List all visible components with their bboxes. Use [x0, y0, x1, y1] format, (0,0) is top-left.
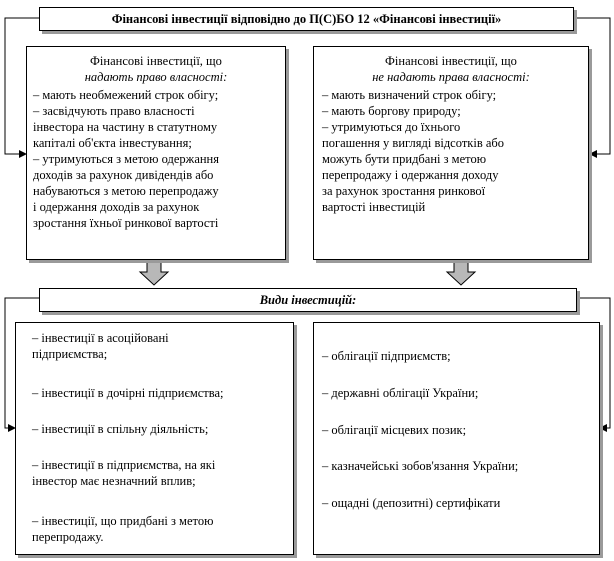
ownership-lines	[33, 87, 219, 231]
equity-item	[32, 421, 208, 437]
non-ownership-subheading: не надають права власності:	[372, 70, 530, 84]
non-ownership-line: вартості інвестицій	[322, 200, 426, 214]
ownership-line: капіталі об'єкта інвестування;	[33, 136, 192, 150]
non-ownership-line: – мають визначений строк обігу;	[322, 88, 497, 102]
equity-item	[32, 385, 224, 401]
non-ownership-line: погашення у вигляді відсотків або	[322, 136, 505, 150]
equity-item-line: підприємства;	[32, 347, 108, 361]
title-text: Фінансові інвестиції відповідно до П(С)БО 12 «Фінансові інвестиції»	[111, 12, 502, 26]
equity-item-line: – інвестиції, що придбані з метою	[32, 514, 214, 528]
equity-item-line: – інвестиції в асоційовані	[32, 331, 169, 345]
ownership-line: – утримуються з метою одержання	[33, 152, 219, 166]
non-ownership-line: можуть бути придбані з метою	[322, 152, 487, 166]
non-ownership-line: – мають боргову природу;	[322, 104, 461, 118]
non-ownership-heading: Фінансові інвестиції, що	[385, 54, 517, 68]
debt-types-box	[313, 322, 600, 555]
non-ownership-line: перепродажу і одержання доходу	[322, 168, 499, 182]
equity-item	[32, 513, 213, 545]
types-title-text: Види інвестицій:	[259, 293, 357, 307]
debt-item: – державні облігації України;	[322, 386, 479, 400]
non-ownership-box	[313, 46, 589, 260]
ownership-line: – засвідчують право власності	[33, 104, 195, 118]
ownership-box	[26, 46, 286, 260]
debt-item: – облігації місцевих позик;	[322, 423, 467, 437]
ownership-heading: Фінансові інвестиції, що	[90, 54, 222, 68]
equity-item-line: інвестор має незначний вплив;	[32, 474, 196, 488]
equity-item-line: перепродажу.	[32, 530, 104, 544]
debt-item: – ощадні (депозитні) сертифікати	[322, 496, 501, 510]
non-ownership-line: за рахунок зростання ринкової	[322, 184, 486, 198]
block-arrow-right	[447, 262, 475, 285]
non-ownership-lines	[322, 87, 504, 215]
equity-item	[32, 457, 215, 489]
ownership-line: набуваються з метою перепродажу	[33, 184, 219, 198]
ownership-line: і одержання доходів за рахунок	[33, 200, 200, 214]
ownership-line: інвестора на частину в статутному	[33, 120, 218, 134]
ownership-line: – мають необмежений строк обігу;	[33, 88, 219, 102]
types-title-box	[39, 288, 577, 312]
debt-item: – облігації підприємств;	[322, 349, 451, 363]
ownership-line: доходів за рахунок дивідендів або	[33, 168, 214, 182]
equity-item	[32, 330, 169, 362]
equity-types-box	[15, 322, 294, 555]
debt-item: – казначейські зобов'язання України;	[322, 459, 519, 473]
ownership-subheading: надають право власності:	[84, 70, 228, 84]
equity-item-line: – інвестиції в дочірні підприємства;	[32, 386, 224, 400]
equity-item-line: – інвестиції в спільну діяльність;	[32, 422, 209, 436]
block-arrow-left	[140, 262, 168, 285]
equity-item-line: – інвестиції в підприємства, на які	[32, 458, 216, 472]
non-ownership-line: – утримуються до їхнього	[322, 120, 461, 134]
ownership-line: зростання їхньої ринкової вартості	[33, 216, 219, 230]
title-box	[39, 7, 574, 31]
